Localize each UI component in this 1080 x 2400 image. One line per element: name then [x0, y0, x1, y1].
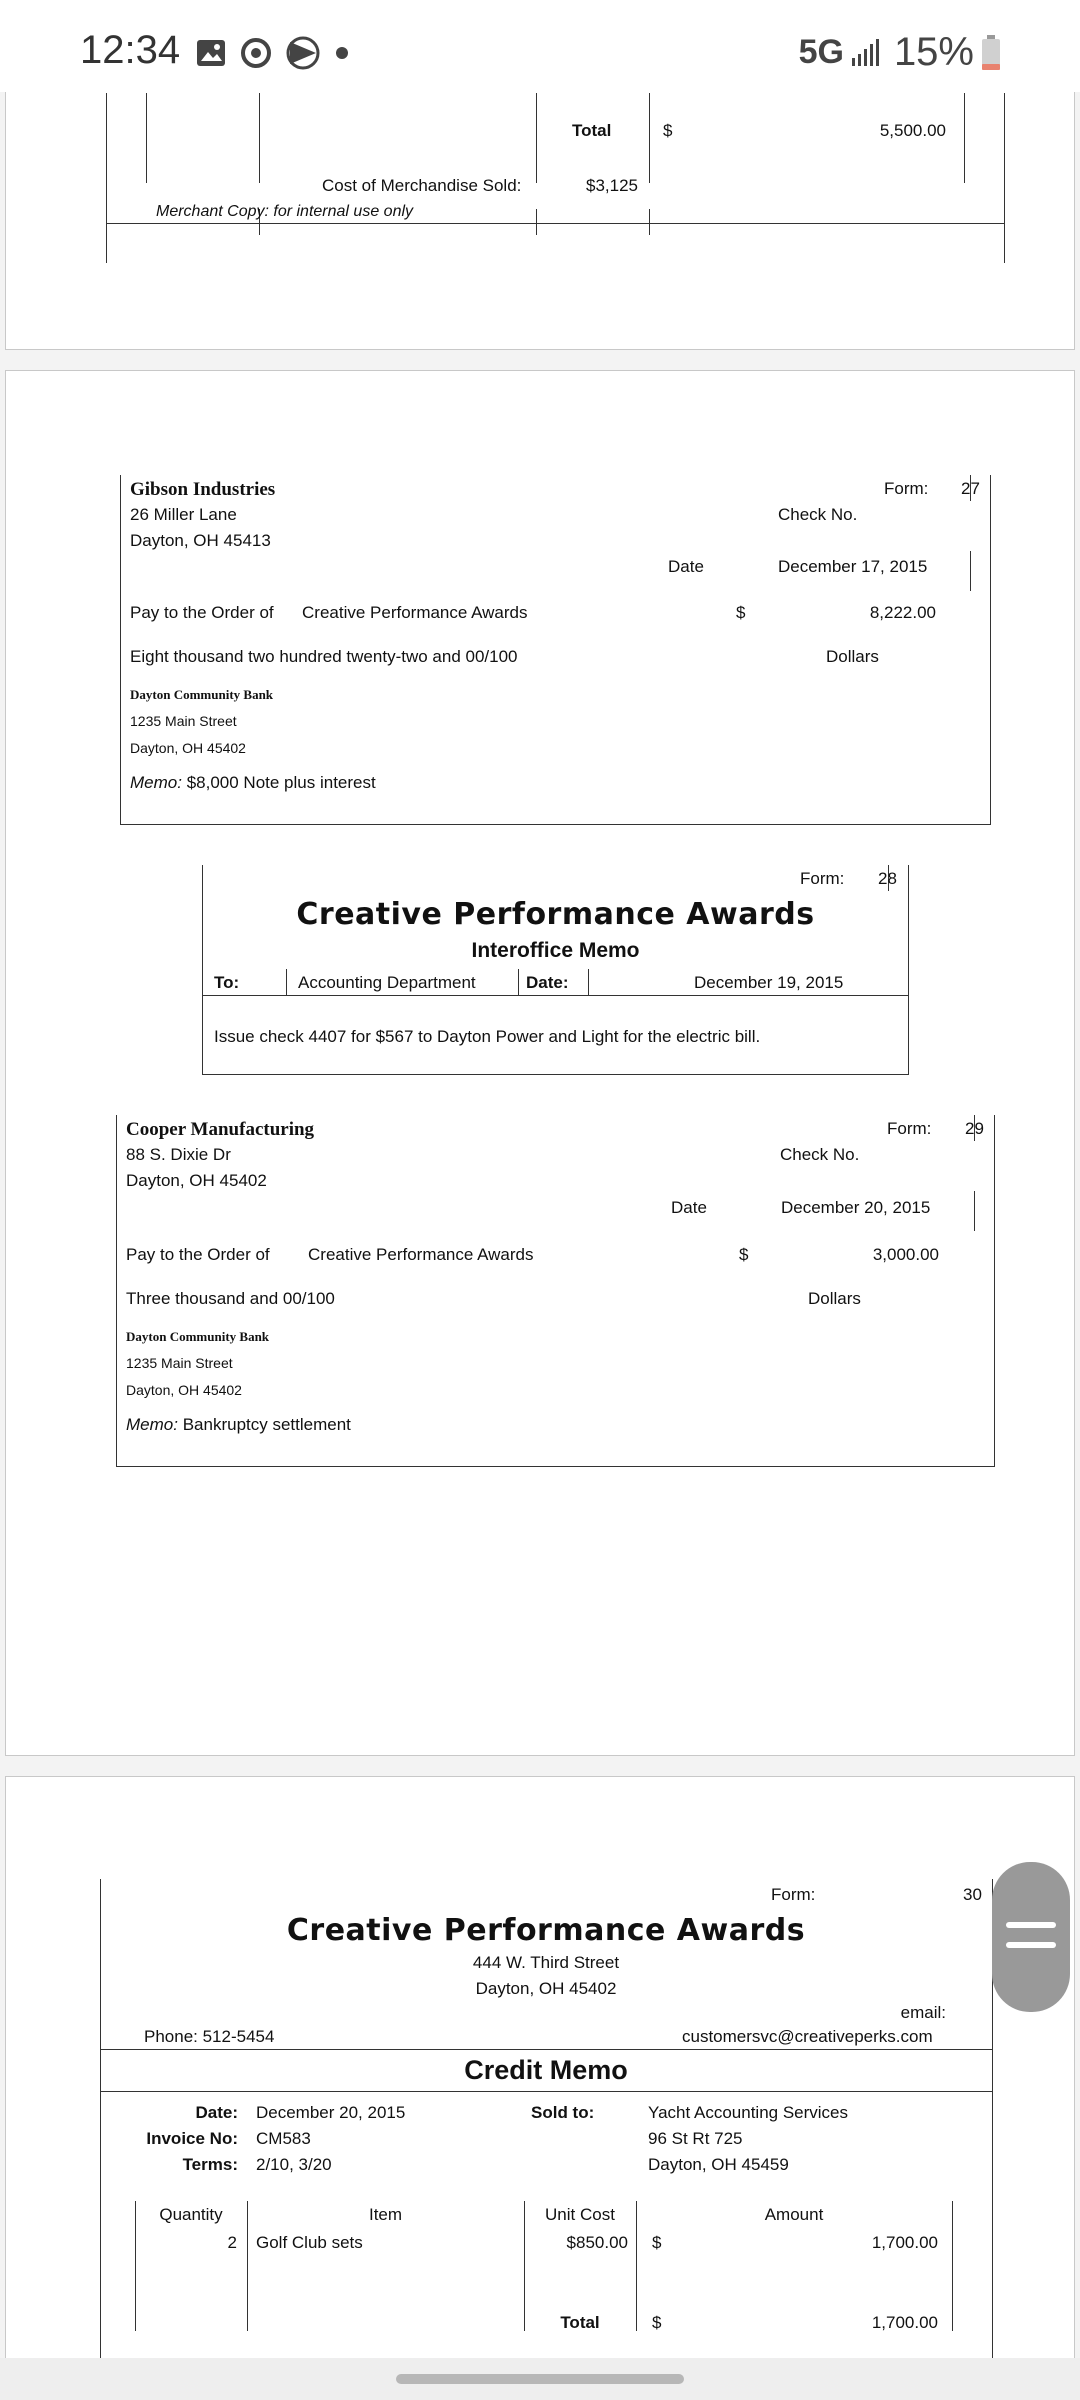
sold-to-address-1: 96 St Rt 725: [648, 2129, 743, 2148]
bank-address-1: 1235 Main Street: [126, 1355, 233, 1371]
amount-in-words: Three thousand and 00/100: [126, 1289, 335, 1308]
terms-label: Terms:: [182, 2155, 238, 2174]
navigation-bar: [0, 2358, 1080, 2400]
bank-name: Dayton Community Bank: [126, 1329, 270, 1344]
payer-address-1: 26 Miller Lane: [130, 505, 237, 524]
check-date: December 17, 2015: [778, 557, 928, 576]
check-amount: 3,000.00: [872, 1245, 939, 1264]
form-label: Form:: [800, 869, 845, 888]
email-label: email:: [900, 2003, 946, 2022]
invoice-number: CM583: [256, 2129, 311, 2148]
date-label: Date:: [526, 973, 569, 992]
row-quantity: 2: [227, 2233, 237, 2252]
credit-memo-title: Credit Memo: [464, 2055, 628, 2085]
cost-label: Cost of Merchandise Sold:: [322, 176, 522, 195]
form-number: 28: [878, 869, 897, 888]
total-value: 5,500.00: [879, 121, 946, 140]
total-dollar: $: [652, 2313, 662, 2332]
bank-address-2: Dayton, OH 45402: [130, 740, 246, 756]
date-label: Date: [671, 1198, 707, 1217]
sync-icon: [240, 37, 272, 69]
payee-name: Creative Performance Awards: [302, 603, 528, 622]
check-date: December 20, 2015: [781, 1198, 931, 1217]
credit-company-name: Creative Performance Awards: [286, 1913, 806, 1948]
dollar-sign: $: [663, 121, 673, 140]
battery-icon: [980, 35, 1002, 71]
memo-date: December 19, 2015: [694, 973, 844, 992]
sold-to-address-2: Dayton, OH 45459: [648, 2155, 789, 2174]
dot-icon: [334, 45, 350, 61]
system-icons: [799, 30, 1002, 75]
dollar-sign: $: [736, 603, 746, 622]
handle-grip-bottom: [1006, 1942, 1056, 1948]
status-time: 12:34: [80, 28, 181, 72]
home-gesture-pill[interactable]: [396, 2374, 684, 2384]
memo-text: $8,000 Note plus interest: [186, 773, 376, 792]
column-header-item: Item: [368, 2205, 403, 2224]
merchant-note: Merchant Copy: for internal use only: [156, 203, 414, 220]
total-label: Total: [560, 2313, 600, 2332]
document-page-3: [5, 1776, 1075, 2376]
memo-text: Bankruptcy settlement: [182, 1415, 351, 1434]
total-label: Total: [572, 121, 612, 140]
form-label: Form:: [887, 1119, 932, 1138]
date-label: Date:: [195, 2103, 238, 2122]
row-unit-cost: $850.00: [566, 2233, 628, 2252]
form-label: Form:: [771, 1885, 816, 1904]
memo-company-name: Creative Performance Awards: [296, 897, 815, 932]
payer-address-2: Dayton, OH 45413: [130, 531, 271, 550]
company-email: customersvc@creativeperks.com: [682, 2027, 933, 2046]
column-header-unit-cost: Unit Cost: [545, 2205, 615, 2224]
payer-name: Gibson Industries: [130, 479, 276, 500]
check-amount: 8,222.00: [869, 603, 936, 622]
row-dollar: $: [652, 2233, 662, 2252]
cost-value: $3,125: [586, 176, 638, 195]
row-amount: 1,700.00: [871, 2233, 938, 2252]
battery-percent: 15%: [893, 30, 974, 74]
memo-recipient: Accounting Department: [298, 973, 476, 992]
pay-to-label: Pay to the Order of: [130, 603, 274, 622]
amount-in-words: Eight thousand two hundred twenty-two and 00/100: [130, 647, 518, 666]
check-number-label: Check No.: [780, 1145, 860, 1164]
credit-date: December 20, 2015: [256, 2103, 406, 2122]
bank-address-2: Dayton, OH 45402: [126, 1382, 242, 1398]
document-page-2: [5, 370, 1075, 1756]
handle-grip-top: [1006, 1922, 1056, 1928]
company-address-2: Dayton, OH 45402: [475, 1979, 617, 1998]
gallery-icon: [196, 39, 226, 67]
status-bar: [0, 0, 1080, 92]
to-label: To:: [214, 973, 240, 992]
signal-icon: [850, 38, 880, 68]
dollars-label: Dollars: [826, 647, 879, 666]
bank-address-1: 1235 Main Street: [130, 713, 237, 729]
memo-subtitle: Interoffice Memo: [471, 939, 640, 962]
assistant-icon: [286, 36, 320, 70]
company-phone: Phone: 512-5454: [144, 2027, 275, 2046]
column-header-amount: Amount: [764, 2205, 824, 2224]
fast-scroll-handle[interactable]: [992, 1862, 1070, 2012]
dollar-sign: $: [739, 1245, 749, 1264]
total-amount: 1,700.00: [871, 2313, 938, 2332]
date-label: Date: [668, 557, 704, 576]
sold-to-label: Sold to:: [531, 2103, 595, 2122]
network-label: 5G: [798, 33, 844, 71]
company-address-1: 444 W. Third Street: [472, 1953, 620, 1972]
payee-name: Creative Performance Awards: [308, 1245, 534, 1264]
form-number: 29: [965, 1119, 984, 1138]
column-header-quantity: Quantity: [159, 2205, 223, 2224]
form-number: 30: [963, 1885, 982, 1904]
payer-name: Cooper Manufacturing: [126, 1119, 315, 1140]
payer-address-1: 88 S. Dixie Dr: [126, 1145, 231, 1164]
payer-address-2: Dayton, OH 45402: [126, 1171, 267, 1190]
memo-body: Issue check 4407 for $567 to Dayton Power and Light for the electric bill.: [214, 1027, 761, 1046]
invoice-label: Invoice No:: [146, 2129, 238, 2148]
sold-to-name: Yacht Accounting Services: [648, 2103, 849, 2122]
pay-to-label: Pay to the Order of: [126, 1245, 270, 1264]
bank-name: Dayton Community Bank: [130, 687, 274, 702]
memo-label: Memo:: [130, 773, 182, 792]
row-item: Golf Club sets: [256, 2233, 363, 2252]
dollars-label: Dollars: [808, 1289, 861, 1308]
check-number-label: Check No.: [778, 505, 858, 524]
credit-terms: 2/10, 3/20: [256, 2155, 332, 2174]
notification-icons: [196, 36, 350, 70]
form-label: Form:: [884, 479, 929, 498]
memo-label: Memo:: [126, 1415, 178, 1434]
form-number: 27: [961, 479, 980, 498]
